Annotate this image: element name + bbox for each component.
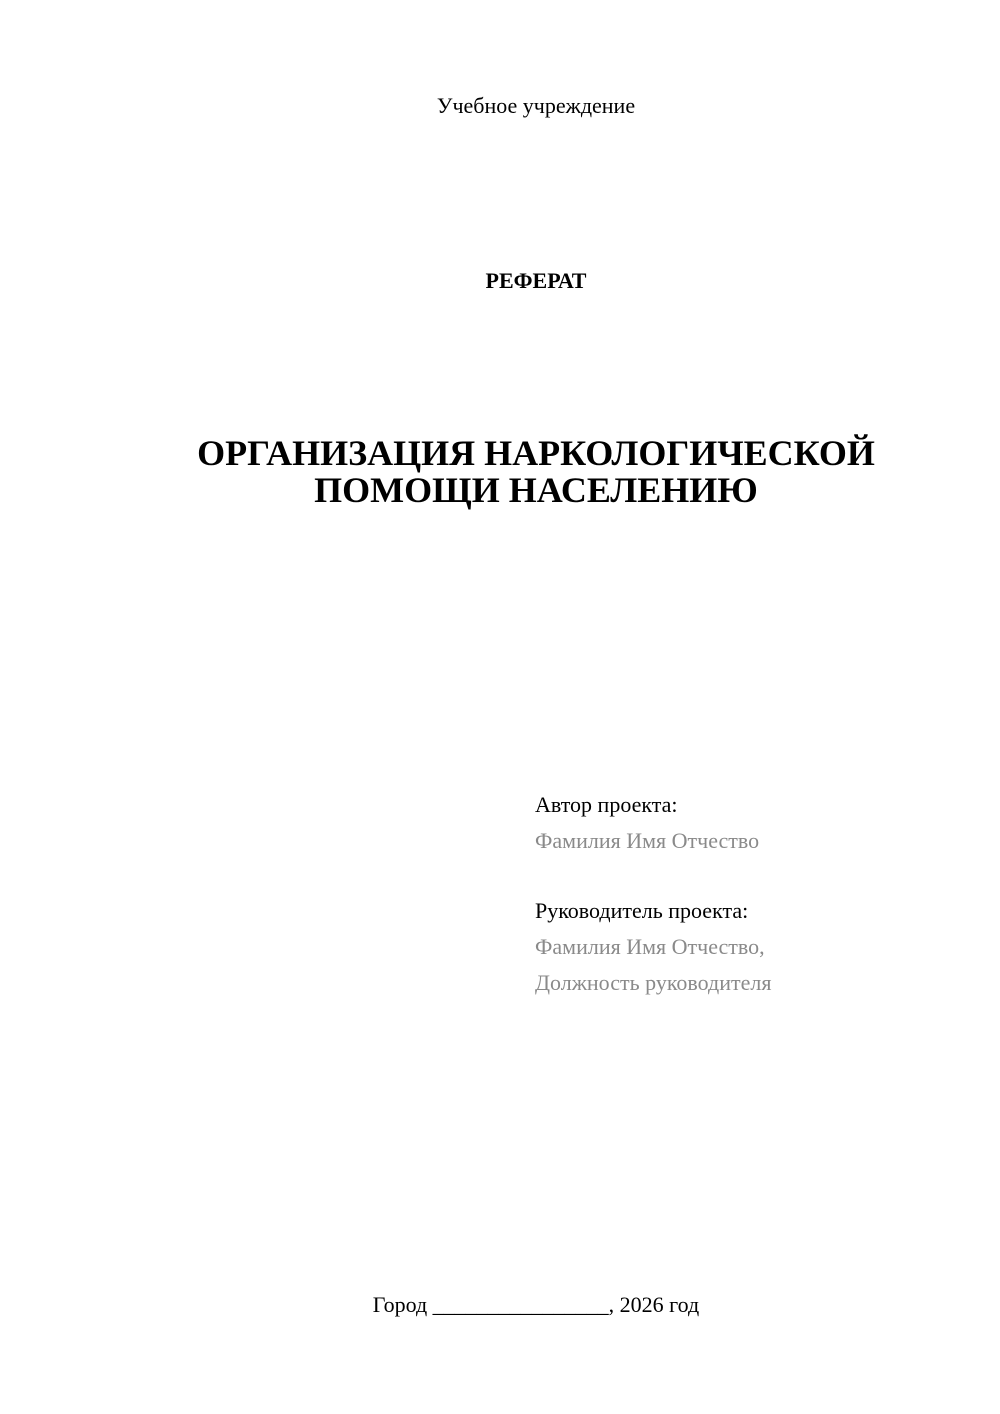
document-title (120, 435, 952, 509)
supervisor-label: Руководитель проекта: (535, 898, 749, 923)
institution-name: Учебное учреждение (436, 93, 636, 118)
author-label: Автор проекта: (535, 792, 678, 817)
spacer (535, 859, 975, 893)
supervisor-name: Фамилия Имя Отчество, (535, 934, 765, 959)
project-info (535, 787, 975, 1001)
title-line-2: ПОМОЩИ НАСЕЛЕНИЮ (314, 470, 758, 510)
city-year-line: Город ________________, 2026 год (372, 1292, 700, 1317)
author-name: Фамилия Имя Отчество (535, 828, 760, 853)
supervisor-position: Должность руководителя (535, 970, 772, 995)
document-type: РЕФЕРАТ (485, 268, 587, 293)
title-line-1: ОРГАНИЗАЦИЯ НАРКОЛОГИЧЕСКОЙ (197, 433, 875, 473)
